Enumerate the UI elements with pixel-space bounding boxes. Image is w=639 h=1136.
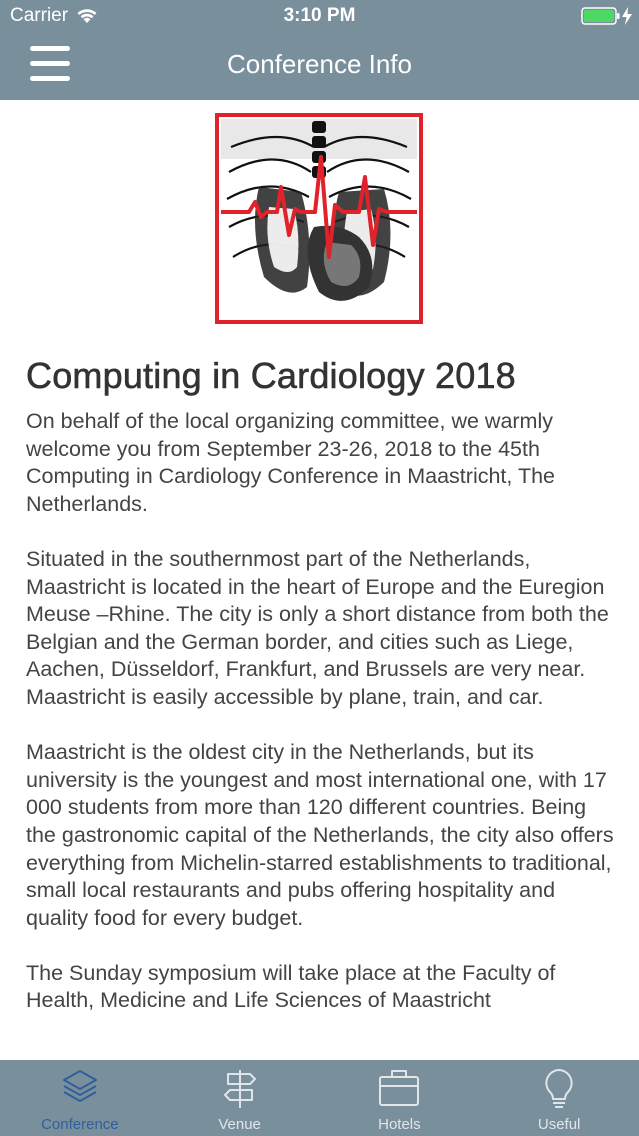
heart-ecg-logo-image xyxy=(219,117,419,320)
tab-venue[interactable] xyxy=(160,1060,320,1136)
tab-bar xyxy=(0,1060,639,1136)
tab-hotels[interactable] xyxy=(320,1060,480,1136)
tab-label: Useful xyxy=(537,1116,581,1133)
tab-useful[interactable] xyxy=(479,1060,639,1136)
tab-label: Venue xyxy=(218,1116,261,1133)
tab-conference[interactable] xyxy=(0,1060,160,1136)
article-paragraph: On behalf of the local organizing committee, we warmly welcome you from September 23-26, 2018 to the 45th Computing in Cardiology Conference in Maastricht, The Netherlands. xyxy=(26,409,556,516)
charging-bolt-icon xyxy=(621,6,633,26)
status-time: 3:10 PM xyxy=(283,5,356,26)
conference-logo xyxy=(215,113,423,324)
tab-label: Conference xyxy=(41,1116,119,1133)
layers-icon xyxy=(60,1068,100,1106)
battery-icon xyxy=(581,6,621,26)
battery-indicator xyxy=(581,6,633,26)
top-bar xyxy=(0,0,639,100)
signpost-icon xyxy=(220,1068,260,1110)
article-paragraph: The Sunday symposium will take place at the Faculty of Health, Medicine and Life Sciences of Maastricht xyxy=(26,960,556,1013)
article-paragraph: Situated in the southernmost part of the Netherlands, Maastricht is located in the heart of Europe and the Euregion Meuse –Rhine. The city is only a short distance from both the Belgian and the German border, and cities such as Liege, Aachen, Düsseldorf, Frankfurt, and Brussels are very near. Maastricht is easily accessible by plane, train, and car. xyxy=(26,546,609,709)
article-body xyxy=(26,408,616,1043)
carrier-label: Carrier xyxy=(10,5,69,26)
nav-title: Conference Info xyxy=(226,49,412,79)
tab-label: Hotels xyxy=(378,1116,421,1133)
lightbulb-icon xyxy=(542,1068,576,1110)
briefcase-icon xyxy=(378,1068,420,1108)
content-scroll[interactable] xyxy=(0,100,639,1060)
article-title: Computing in Cardiology 2018 xyxy=(26,355,516,396)
article-paragraph: Maastricht is the oldest city in the Netherlands, but its university is the youngest and most international one, with 17 000 students from more than 120 different countries. Being the gastronomic capital of the Netherlands, the city also offers everything from Michelin-starred establishments to traditional, small local restaurants and pubs offering hospitality and quality food for every budget. xyxy=(26,740,614,930)
